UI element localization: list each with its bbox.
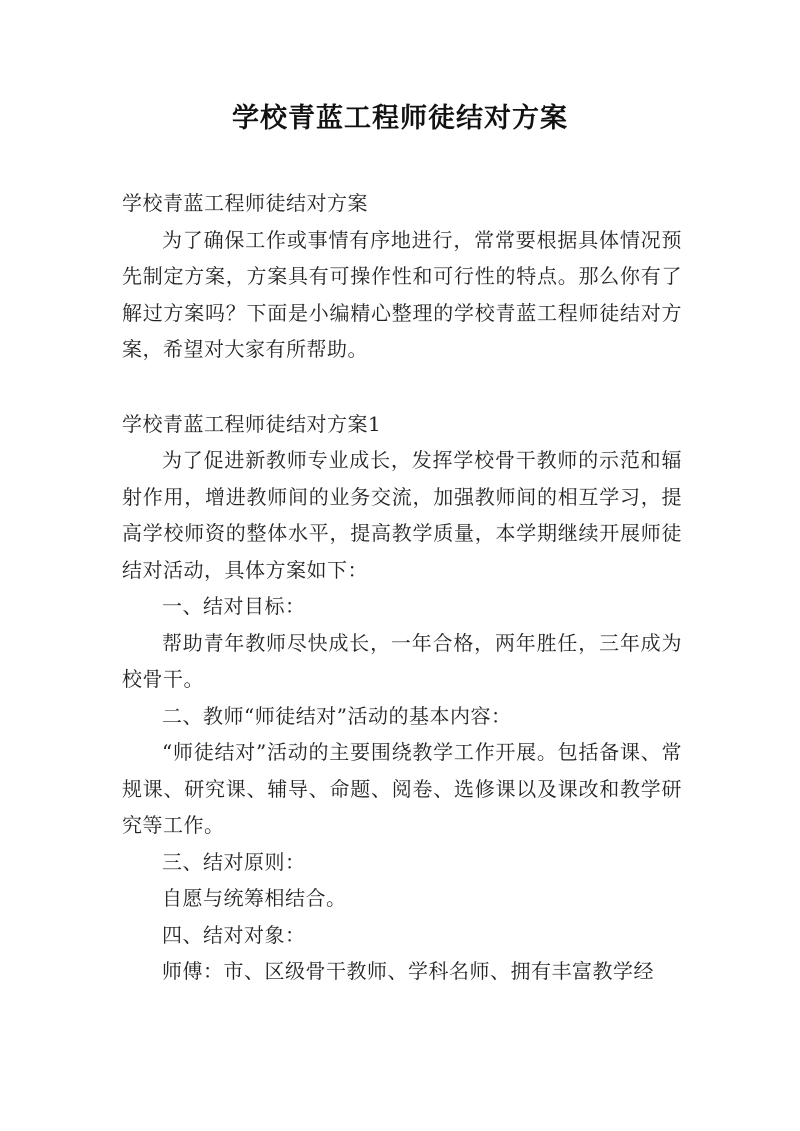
paragraph-gap [122,368,682,406]
paragraph-heading-goal: 一、结对目标： [162,594,306,618]
paragraph-target: 师傅：市、区级骨干教师、学科名师、拥有丰富教学经 [162,959,654,983]
paragraph-heading: 学校青蓝工程师徒结对方案 [122,191,368,215]
paragraph-goal: 帮助青年教师尽快成长，一年合格，两年胜任，三年成为校骨干。 [122,630,682,691]
paragraph-purpose: 为了促进新教师专业成长，发挥学校骨干教师的示范和辐射作用，增进教师间的业务交流，加强教师间的相互学习，提高学校师资的整体水平，提高教学质量，本学期继续开展师徒结对活动，具体方案如下： [122,448,682,582]
document-title: 学校青蓝工程师徒结对方案 [232,103,568,134]
paragraph-heading-content: 二、教师“师徒结对”活动的基本内容： [162,703,512,728]
paragraph-principle: 自愿与统筹相结合。 [162,886,347,910]
paragraph-heading-principle: 三、结对原则： [162,849,306,874]
paragraph-heading-target: 四、结对对象： [162,922,306,947]
paragraph-section-title: 学校青蓝工程师徒结对方案1 [122,411,382,436]
document-body [122,185,682,990]
paragraph-intro: 为了确保工作或事情有序地进行，常常要根据具体情况预先制定方案，方案具有可操作性和可行性的特点。那么你有了解过方案吗？下面是小编精心整理的学校青蓝工程师徒结对方案，希望对大家有所帮助。 [122,227,682,361]
paragraph-content: “师徒结对”活动的主要围绕教学工作开展。包括备课、常规课、研究课、辅导、命题、阅卷、选修课以及课改和教学研究等工作。 [122,740,682,837]
